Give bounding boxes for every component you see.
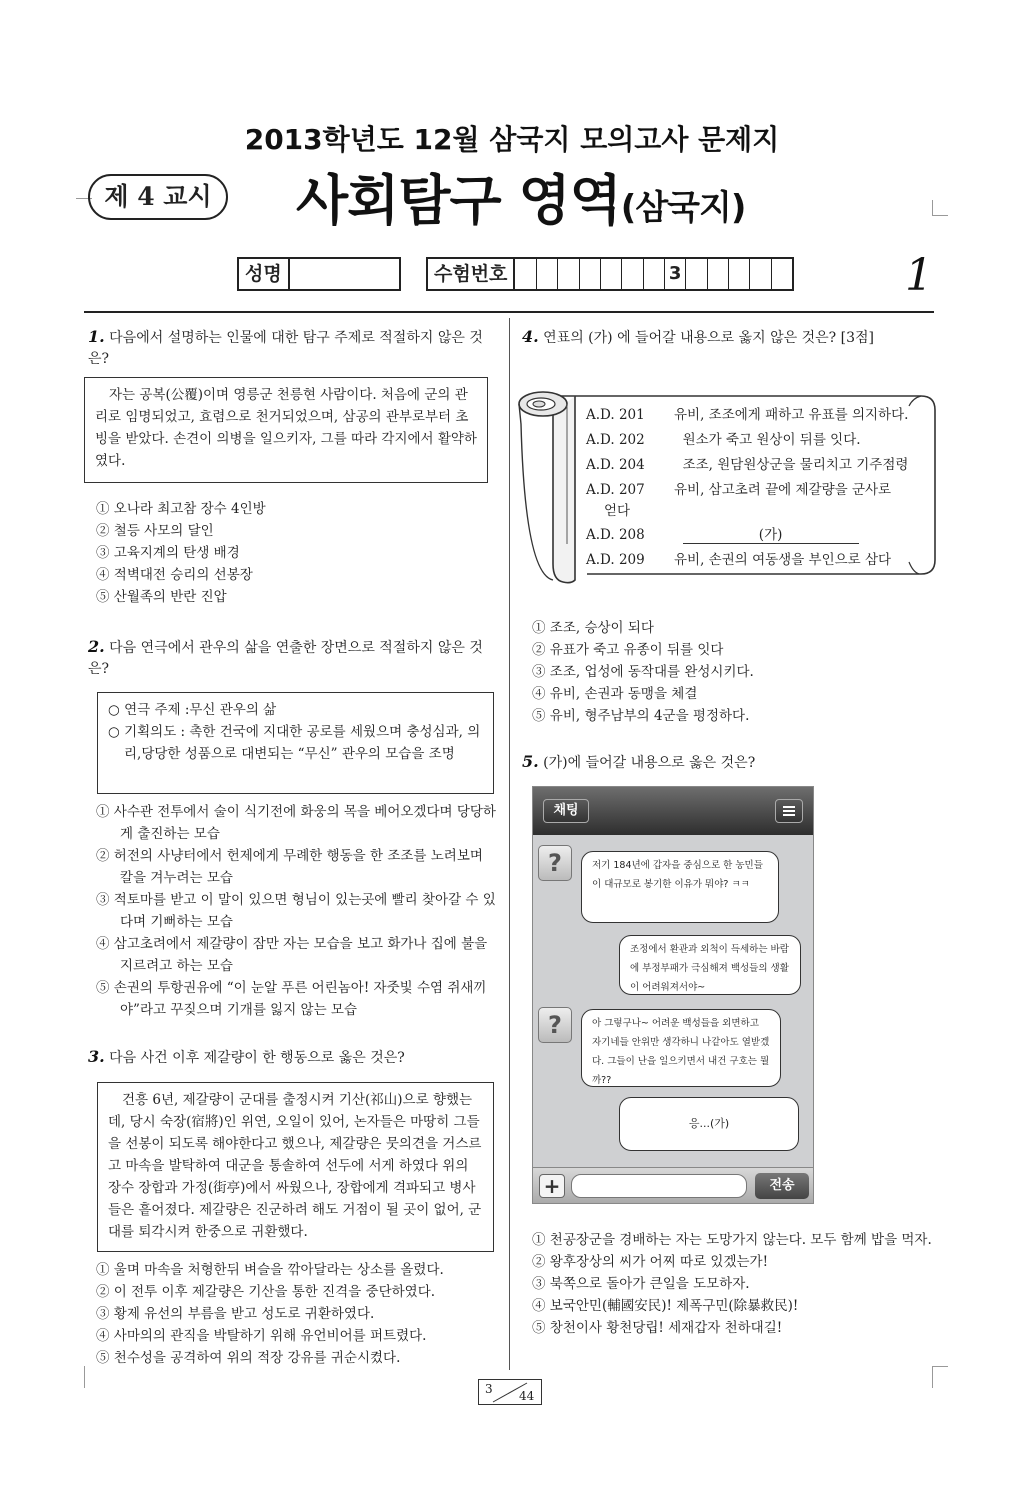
choice[interactable]: ③ 조조, 업성에 동작대를 완성시키다. bbox=[532, 664, 754, 680]
q1-passage: 자는 공복(公覆)이며 영릉군 천릉현 사람이다. 처음에 군의 관리로 임명되었고, 효렴으로 천거되었으며, 삼공의 관부로부터 초빙을 받았다. 손견이 의병을 일으키자, 그를 따라 각지에서 활약하였다. bbox=[84, 377, 488, 483]
q3-passage: 건흥 6년, 제갈량이 군대를 출정시켜 기산(祁山)으로 향했는데, 당시 숙장(宿將)인 위연, 오일이 있어, 논자들은 마땅히 그들을 선봉이 되도록 해야한다고 했으나, 제갈량은 뭇의견을 거스르고 마속을 발탁하여 대군을 통솔하여 선두에 서게 하였다 위의 장수 장합과 가정(街亭)에서 싸웠으나, 장합에게 격파되고 병사들은 흩어졌다. 제갈량은 진군하려 해도 거점이 될 곳이 없어, 군대를 퇴각시켜 한중으로 귀환했다. bbox=[97, 1082, 494, 1252]
name-label: 성명 bbox=[239, 259, 290, 289]
exam-number-cell[interactable] bbox=[708, 259, 729, 289]
timeline-row bbox=[586, 453, 908, 473]
timeline-event: 조조, 원담원상군을 물리치고 기주점령 bbox=[682, 457, 909, 473]
message-input[interactable] bbox=[571, 1174, 747, 1198]
timeline-year: A.D. 208 bbox=[586, 527, 645, 543]
exam-number-cell[interactable] bbox=[537, 259, 558, 289]
column-divider bbox=[509, 318, 510, 1370]
crop-mark bbox=[932, 1366, 948, 1388]
choice[interactable]: ① 울며 마속을 처형한뒤 벼슬을 깎아달라는 상소를 올렸다. bbox=[96, 1262, 444, 1278]
choice[interactable]: ② 유표가 죽고 유종이 뒤를 잇다 bbox=[532, 642, 724, 658]
choice[interactable]: ⑤ 유비, 형주남부의 4군을 평정하다. bbox=[532, 708, 750, 724]
choice[interactable]: ① 사수관 전투에서 술이 식기전에 화웅의 목을 베어오겠다며 당당하게 출진하는 모습 bbox=[96, 804, 496, 842]
crop-mark bbox=[84, 1366, 85, 1388]
choice[interactable]: ① 조조, 승상이 되다 bbox=[532, 620, 654, 636]
exam-number-cell[interactable] bbox=[772, 259, 792, 289]
timeline-year: A.D. 201 bbox=[586, 407, 645, 423]
timeline-year: A.D. 204 bbox=[586, 457, 645, 473]
back-button[interactable]: 채팅 bbox=[543, 799, 589, 823]
timeline-year: A.D. 209 bbox=[586, 552, 645, 568]
chat-message-sent: 조정에서 환관과 외척이 득세하는 바람에 부정부패가 극심해져 백성들의 생활이 어려워져서야~ bbox=[619, 935, 801, 995]
question-2 bbox=[88, 636, 500, 680]
exam-number-cell[interactable] bbox=[686, 259, 707, 289]
choice[interactable]: ② 왕후장상의 씨가 어찌 따로 있겠는가! bbox=[532, 1254, 768, 1270]
send-button[interactable]: 전송 bbox=[755, 1173, 809, 1199]
choice[interactable]: ⑤ 창천이사 황천당립! 세재갑자 천하대길! bbox=[532, 1320, 783, 1336]
exam-number-label: 수험번호 bbox=[428, 259, 515, 289]
plus-icon[interactable]: + bbox=[539, 1174, 565, 1198]
timeline-year: A.D. 202 bbox=[586, 432, 645, 448]
question-number: 3. bbox=[88, 1047, 105, 1066]
question-3 bbox=[88, 1046, 500, 1069]
choice[interactable]: ④ 삼고초려에서 제갈량이 잠만 자는 모습을 보고 화가나 집에 불을 지르려고 하는 모습 bbox=[96, 936, 488, 974]
choice[interactable]: ③ 북쪽으로 돌아가 큰일을 도모하자. bbox=[532, 1276, 750, 1292]
play-theme bbox=[108, 699, 483, 721]
q4-choices bbox=[532, 617, 754, 727]
chat-header bbox=[533, 787, 813, 835]
choice[interactable]: ⑤ 천수성을 공격하여 위의 적장 강유를 귀순시켰다. bbox=[96, 1350, 401, 1366]
current-page: 3 bbox=[485, 1382, 493, 1396]
exam-number-cell[interactable] bbox=[622, 259, 643, 289]
timeline-row bbox=[586, 478, 891, 498]
q1-choices bbox=[96, 498, 266, 608]
timeline-blank: (가) bbox=[683, 523, 859, 544]
question-text: 다음에서 설명하는 인물에 대한 탐구 주제로 적절하지 않은 것은? bbox=[88, 330, 483, 367]
exam-number-cell[interactable] bbox=[601, 259, 622, 289]
theme-text: 무신 관우의 삶 bbox=[189, 702, 277, 718]
exam-number-field bbox=[426, 257, 794, 291]
choice[interactable]: ① 천공장군을 경배하는 자는 도망가지 않는다. 모두 함께 밥을 먹자. bbox=[532, 1232, 932, 1248]
subject-sub: (삼국지) bbox=[620, 188, 746, 228]
exam-number-cell[interactable]: 3 bbox=[665, 259, 686, 289]
question-number: 4. bbox=[522, 327, 539, 346]
choice[interactable]: ④ 사마의의 관직을 박탈하기 위해 유언비어를 퍼트렸다. bbox=[96, 1328, 427, 1344]
choice[interactable]: ④ 보국안민(輔國安民)! 제폭구민(除暴救民)! bbox=[532, 1298, 799, 1314]
question-avatar-icon: ? bbox=[538, 845, 572, 881]
crop-mark bbox=[932, 200, 948, 216]
choice[interactable]: ⑤ 손권의 투항권유에 “이 눈알 푸른 어린놈아! 자줏빛 수염 쥐새끼야”라고 꾸짖으며 기개를 잃지 않는 모습 bbox=[96, 980, 487, 1018]
timeline-event: 원소가 죽고 원상이 뒤를 잇다. bbox=[682, 432, 861, 448]
choice[interactable]: ② 철등 사모의 달인 bbox=[96, 523, 214, 539]
chat-message-sent: 응...(가) bbox=[619, 1097, 799, 1151]
choice[interactable]: ① 오나라 최고참 장수 4인방 bbox=[96, 501, 266, 517]
exam-title: 2013학년도 12월 삼국지 모의고사 문제지 bbox=[244, 123, 780, 156]
question-text: 다음 연극에서 관우의 삶을 연출한 장면으로 적절하지 않은 것은? bbox=[88, 640, 483, 677]
header-divider bbox=[84, 311, 934, 313]
bullet: ○ bbox=[108, 702, 120, 718]
timeline-row bbox=[586, 403, 908, 423]
question-number: 5. bbox=[522, 752, 539, 771]
question-avatar-icon: ? bbox=[538, 1007, 572, 1043]
name-cell[interactable] bbox=[290, 259, 399, 289]
exam-number-cell[interactable] bbox=[644, 259, 665, 289]
q5-choices bbox=[532, 1229, 936, 1339]
play-intent bbox=[108, 721, 483, 765]
q2-choices bbox=[96, 801, 500, 1021]
timeline-event: 유비, 삼고초려 끝에 제갈량을 군사로 bbox=[674, 482, 892, 498]
q3-choices bbox=[96, 1259, 444, 1369]
question-5 bbox=[522, 751, 942, 774]
question-text: 다음 사건 이후 제갈량이 한 행동으로 옳은 것은? bbox=[109, 1050, 405, 1066]
exam-number-cell[interactable] bbox=[558, 259, 579, 289]
timeline-row-cont: 얻다 bbox=[604, 503, 631, 519]
question-4 bbox=[522, 326, 942, 349]
choice[interactable]: ② 허전의 사냥터에서 헌제에게 무례한 행동을 한 조조를 노려보며 칼을 겨누려는 모습 bbox=[96, 848, 483, 886]
name-field bbox=[237, 257, 401, 291]
timeline-year: A.D. 207 bbox=[586, 482, 645, 498]
choice[interactable]: ② 이 전투 이후 제갈량은 기산을 통한 진격을 중단하였다. bbox=[96, 1284, 436, 1300]
question-text: 연표의 (가) 에 들어갈 내용으로 옳지 않은 것은? [3점] bbox=[543, 330, 874, 346]
exam-number-cell[interactable] bbox=[750, 259, 771, 289]
question-number: 2. bbox=[88, 637, 105, 656]
question-text: (가)에 들어갈 내용으로 옳은 것은? bbox=[543, 755, 756, 771]
choice[interactable]: ④ 적벽대전 승리의 선봉장 bbox=[96, 567, 253, 583]
timeline-row bbox=[586, 523, 859, 544]
chat-input-bar bbox=[533, 1167, 813, 1203]
subject-title bbox=[296, 158, 745, 235]
chat-screen bbox=[532, 786, 814, 1204]
choice[interactable]: ③ 황제 유선의 부름을 받고 성도로 귀환하였다. bbox=[96, 1306, 375, 1322]
intent-text: 촉한 건국에 지대한 공로를 세웠으며 충성심과, 의리,당당한 성품으로 대변되는 “무신” 관우의 모습을 조명 bbox=[124, 724, 481, 762]
intent-label: 기획의도 : bbox=[124, 724, 186, 740]
question-number: 1. bbox=[88, 327, 105, 346]
menu-icon[interactable] bbox=[775, 799, 803, 823]
theme-label: 연극 주제 : bbox=[124, 702, 190, 718]
question-1 bbox=[88, 326, 500, 370]
exam-number-cell[interactable] bbox=[580, 259, 601, 289]
page-number: 1 bbox=[905, 250, 933, 301]
timeline-event: 유비, 조조에게 패하고 유표를 의지하다. bbox=[674, 407, 909, 423]
exam-number-cell[interactable] bbox=[729, 259, 750, 289]
bullet: ○ bbox=[108, 724, 120, 740]
choice[interactable]: ③ 적토마를 받고 이 말이 있으면 형님이 있는곳에 빨리 찾아갈 수 있다며 기뻐하는 모습 bbox=[96, 892, 496, 930]
q2-play-info bbox=[97, 692, 494, 794]
chat-message-received: 저기 184년에 갑자을 중심으로 한 농민들이 대규모로 봉기한 이유가 뭐야? ㅋㅋ bbox=[581, 851, 779, 923]
subject-main: 사회탐구 영역 bbox=[296, 169, 621, 232]
choice[interactable]: ⑤ 산월족의 반란 진압 bbox=[96, 589, 227, 605]
choice[interactable]: ③ 고육지계의 탄생 배경 bbox=[96, 545, 240, 561]
footer-page-indicator bbox=[478, 1379, 542, 1405]
period-badge: 제 4 교시 bbox=[88, 174, 228, 220]
total-pages: 44 bbox=[519, 1389, 535, 1403]
chat-message-received: 아 그렇구나~ 어려운 백성들을 외면하고 자기네들 안위만 생각하니 나같아도 열받겠다. 그들이 난을 일으키면서 내건 구호는 뭘까?? bbox=[581, 1009, 781, 1087]
choice[interactable]: ④ 유비, 손권과 동맹을 체결 bbox=[532, 686, 698, 702]
timeline-event: 유비, 손권의 여동생을 부인으로 삼다 bbox=[674, 552, 892, 568]
timeline-row bbox=[586, 428, 861, 448]
timeline-row bbox=[586, 548, 891, 568]
exam-number-cell[interactable] bbox=[515, 259, 536, 289]
